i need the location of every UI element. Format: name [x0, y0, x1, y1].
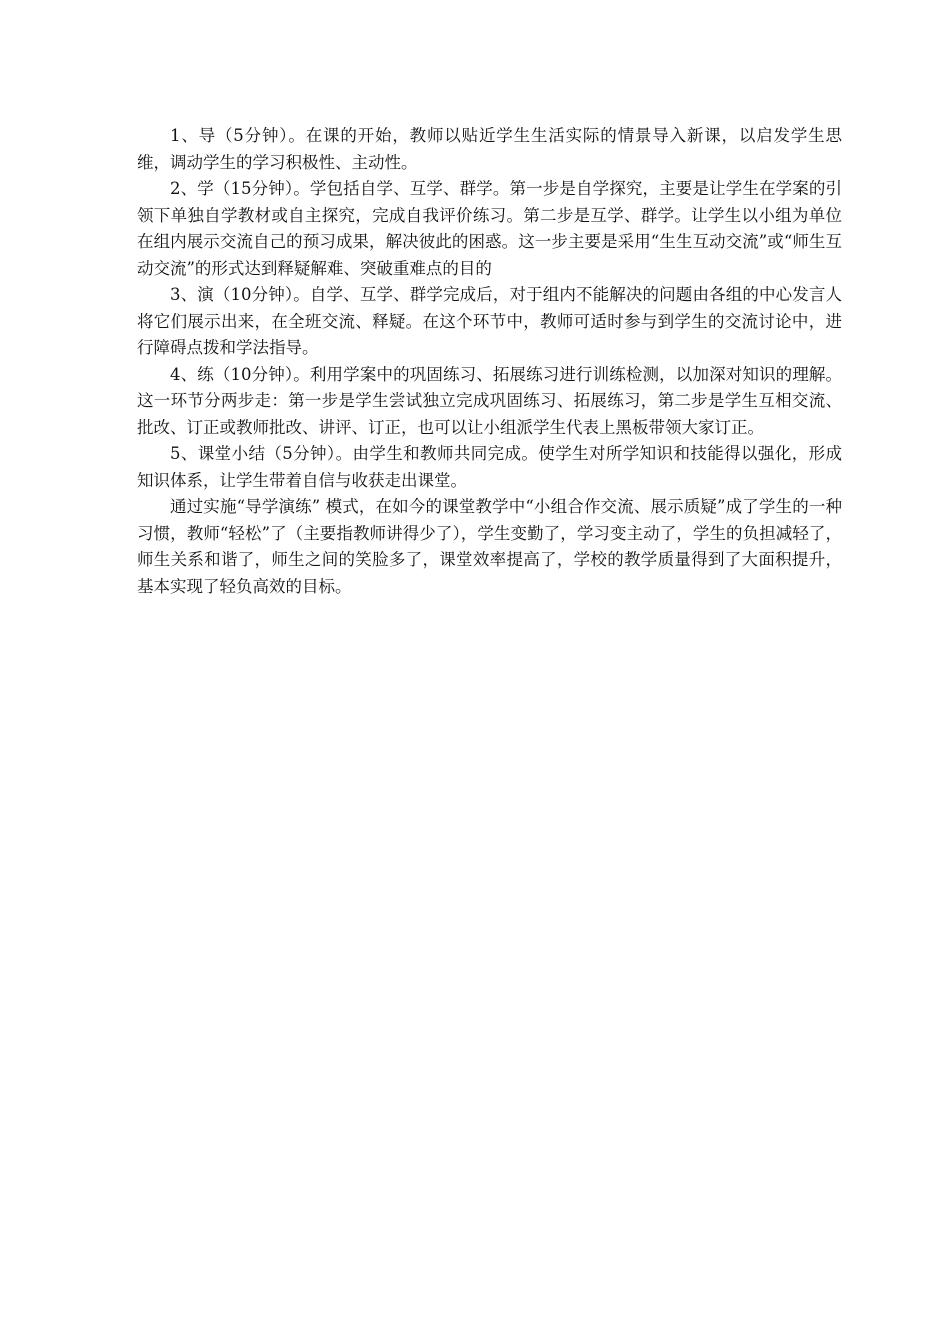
- paragraph-step-present: 3、演（10分钟）。自学、互学、群学完成后，对于组内不能解决的问题由各组的中心发言人将它们展示出来，在全班交流、释疑。在这个环节中，教师可适时参与到学生的交流讨论中，进行障碍点拨和学法指导。: [137, 285, 842, 357]
- document-body: [137, 123, 842, 600]
- paragraph-step-practice: 4、练（10分钟）。利用学案中的巩固练习、拓展练习进行训练检测，以加深对知识的理解。这一环节分两步走：第一步是学生尝试独立完成巩固练习、拓展练习，第二步是学生互相交流、批改、订正或教师批改、讲评、订正，也可以让小组派学生代表上黑板带领大家订正。: [137, 364, 842, 437]
- paragraph-step-guide: 1、导（5分钟）。在课的开始，教师以贴近学生生活实际的情景导入新课，以启发学生思维，调动学生的学习积极性、主动性。: [137, 126, 842, 172]
- paragraph-step-summary: 5、课堂小结（5分钟）。由学生和教师共同完成。使学生对所学知识和技能得以强化，形成知识体系，让学生带着自信与收获走出课堂。: [137, 444, 842, 490]
- paragraph-conclusion: 通过实施“导学演练” 模式，在如今的课堂教学中“小组合作交流、展示质疑”成了学生的一种习惯，教师“轻松”了（主要指教师讲得少了），学生变勤了，学习变主动了，学生的负担减轻了，师生关系和谐了，师生之间的笑脸多了，课堂效率提高了，学校的教学质量得到了大面积提升，基本实现了轻负高效的目标。: [137, 497, 842, 596]
- paragraph-step-learn: 2、学（15分钟）。学包括自学、互学、群学。第一步是自学探究，主要是让学生在学案的引领下单独自学教材或自主探究，完成自我评价练习。第二步是互学、群学。让学生以小组为单位在组内展示交流自己的预习成果，解决彼此的困惑。这一步主要是采用“生生互动交流”或“师生互动交流”的形式达到释疑解难、突破重难点的目的: [137, 179, 842, 278]
